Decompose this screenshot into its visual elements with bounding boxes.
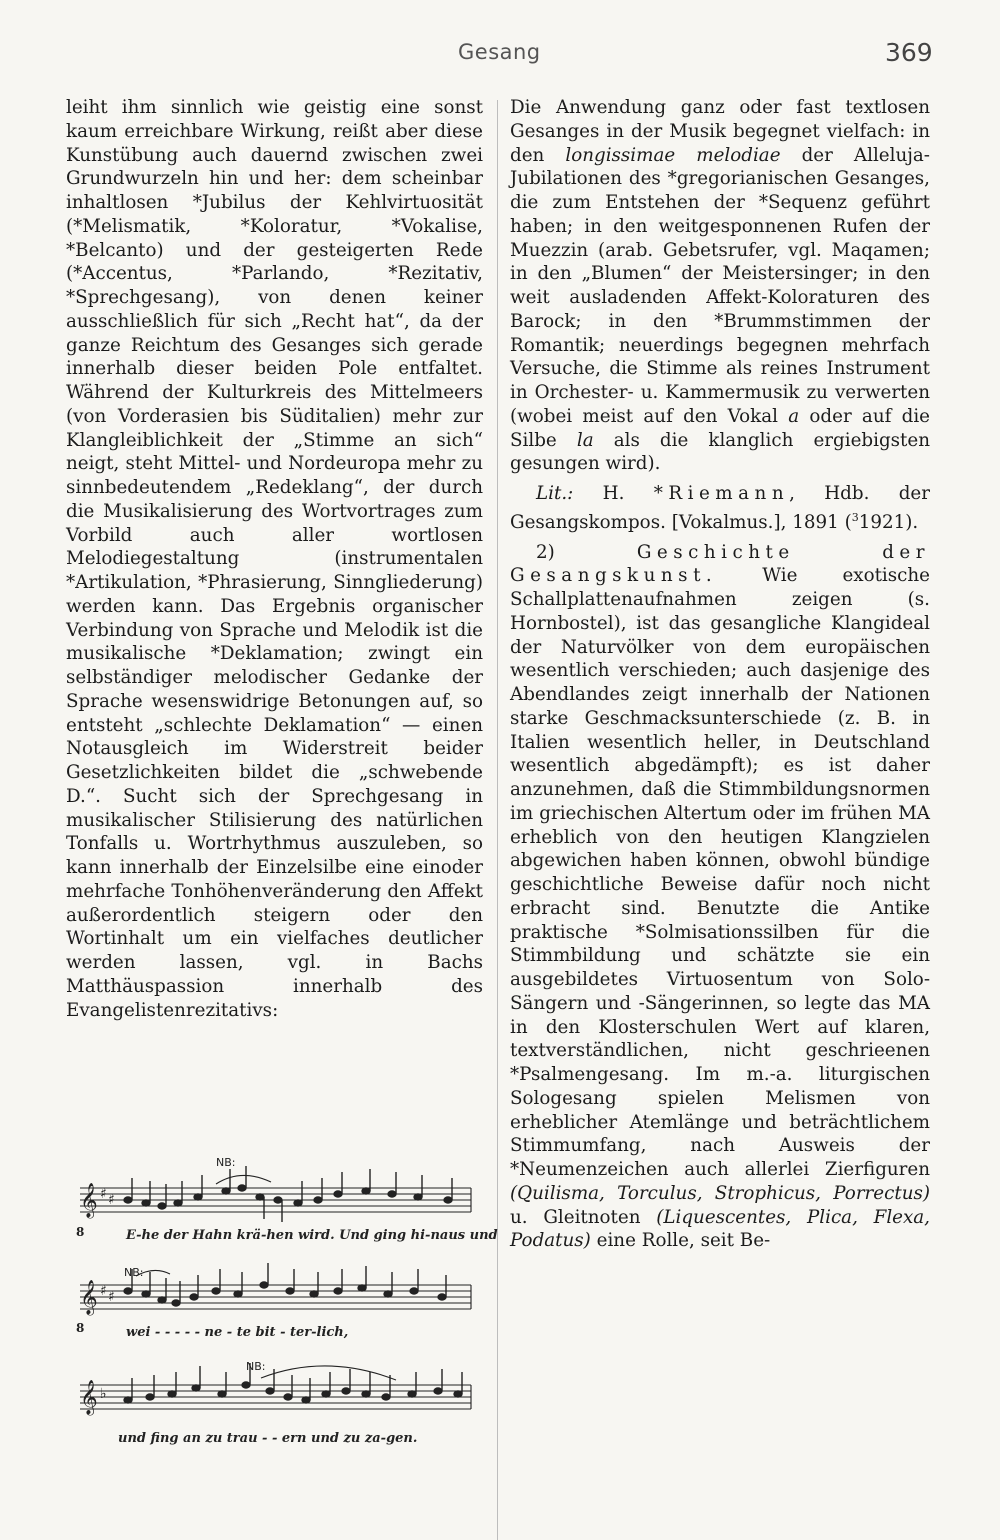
column-divider: [497, 100, 498, 1540]
running-head: [0, 40, 1000, 70]
right-column: [510, 96, 930, 1253]
author-name: *Riemann: [653, 483, 790, 504]
music-notation-drawing: [66, 1148, 486, 1478]
svg-text:♯: ♯: [108, 1289, 115, 1305]
svg-text:𝄞: 𝄞: [80, 1380, 98, 1415]
section-number: 2): [536, 541, 637, 563]
left-column: [66, 96, 483, 1022]
svg-text:𝄞: 𝄞: [80, 1183, 98, 1218]
lit-label: Lit.:: [536, 483, 574, 504]
svg-text:𝄞: 𝄞: [80, 1280, 98, 1315]
nb-marker-3: NB:: [246, 1360, 266, 1373]
svg-text:♯: ♯: [100, 1283, 107, 1299]
nb-marker-1: NB:: [216, 1156, 236, 1169]
literature-reference: Lit.: H. *Riemann, Hdb. der Gesangskompos. [Vokalmus.], 1891 ($^3$1921).: [510, 483, 930, 533]
svg-text:♯: ♯: [100, 1186, 107, 1202]
staff-2-lyrics: wei - - - - - ne - te bit - ter-lich,: [126, 1325, 349, 1340]
clef-number-2: 8: [76, 1321, 85, 1335]
svg-text:♯: ♯: [108, 1192, 115, 1208]
page-title: Gesang: [458, 40, 541, 64]
staff-1-lyrics: E-he der Hahn krä-hen wird. Und ging hi-naus und: [126, 1228, 498, 1243]
section-2-paragraph: 2) Geschichte der Gesangskunst. Wie exotische Schallplattenaufnahmen zeigen (s. Hornbostel), ist das gesangliche Klangideal der Naturvölker von dem europäischen wesentlich verschieden; auch dasjenige des Abendlandes zeigt innerhalb der Nationen starke Geschmacksunterschiede (z. B. in Italien wesentlich heller, in Deutschland wesentlich abgedämpft); es ist daher anzunehmen, daß die Stimmbildungsnormen im griechischen Altertum oder im frühen MA erheblich von den heutigen Klangzielen abgewichen haben können, obwohl bündige geschichtliche Beweise dafür noch nicht erbracht sind. Benutzte die Antike praktische *Solmisationssilben für die Stimmbildung und schätzte sie ein ausgebildetes Virtuosentum von Solo-Sängern und -Sängerinnen, so legte das MA in den Klosterschulen Wert auf klaren, textverständlichen, nicht geschrieenen *Psalmengesang. Im m.-a. liturgischen Sologesang spielen Melismen von erheblicher Atemlänge und beträchtlichem Stimmumfang, nach Ausweis der *Neumenzeichen auch allerlei Zierfiguren (Quilisma, Torculus, Strophicus, Porrectus) u. Gleitnoten (Liquescentes, Plica, Flexa, Podatus) eine Rolle, seit Be-: [510, 541, 930, 1252]
left-paragraph: leiht ihm sinnlich wie geistig eine sonst kaum erreichbare Wirkung, reißt aber diese Kunstübung auch dauernd zwischen zwei Grundwurzeln hin und her: dem scheinbar inhaltlosen *Jubilus der Kehlvirtuosität (*Melismatik, *Koloratur, *Vokalise, *Belcanto) und der gesteigerten Rede (*Accentus, *Parlando, *Rezitativ, *Sprechgesang), von denen keiner ausschließlich für sich „Recht hat“, da der ganze Reichtum des Gesanges sich gerade innerhalb dieser beiden Pole entfaltet. Während der Kulturkreis des Mittelmeers (von Vorderasien bis Süditalien) mehr zur Klangleiblichkeit der „Stimme an sich“ neigt, steht Mittel- und Nordeuropa mehr zu sinnbedeutendem „Redeklang“, der durch die Musikalisierung des Wortvortrages zum Vorbild auch aller wortlosen Melodiegestaltung (instrumentalen *Artikulation, *Phrasierung, Sinngliederung) werden kann. Das Ergebnis organischer Verbindung von Sprache und Melodik ist die musikalische *Deklamation; zwingt ein selbständiger melodischer Gedanke der Sprache wesenswidrige Betonungen auf, so entsteht „schlechte Deklamation“ — einen Notausgleich im Widerstreit beider Gesetzlichkeiten bildet die „schwebende D.“. Sucht sich der Sprechgesang in musikalischer Stilisierung des natürlichen Tonfalls u. Wortrhythmus auszuleben, so kann innerhalb der Einzelsilbe eine einoder mehrfache Tonhöhenveränderung den Affekt außerordentlich steigern oder den Wortinhalt um ein vielfaches deutlicher werden lassen, vgl. in Bachs Matthäuspassion innerhalb des Evangelistenrezitativs:: [66, 97, 483, 1021]
section-heading: Geschichte der Gesangskunst.: [510, 541, 930, 587]
nb-marker-2: NB:: [124, 1266, 144, 1279]
clef-number-1: 8: [76, 1225, 85, 1239]
right-paragraph-intro: Die Anwendung ganz oder fast textlosen Gesanges in der Musik begegnet vielfach: in den longissimae melodiae der Alleluja-Jubilationen des *gregorianischen Gesanges, die zum Entstehen der *Sequenz geführt haben; in den weitgesponnenen Rufen der Muezzin (arab. Gebetsrufer, vgl. Maqamen; in den „Blumen“ der Meistersinger; in den weit ausladenden Affekt-Koloraturen des Barock; in den *Brummstimmen der Romantik; neuerdings begegnen mehrfach Versuche, die Stimme als reines Instrument in Orchester- u. Kammermusik zu verwerten (wobei meist auf den Vokal a oder auf die Silbe la als die klanglich ergiebigsten gesungen wird).: [510, 97, 930, 475]
cross-ref-hornbostel: Hornbostel: [510, 612, 614, 634]
svg-text:♭: ♭: [100, 1386, 107, 1402]
music-example: [66, 1148, 498, 1478]
staff-3-lyrics: und fing an zu trau - - ern und zu za-gen.: [118, 1431, 418, 1446]
page-number: 369: [885, 38, 933, 67]
